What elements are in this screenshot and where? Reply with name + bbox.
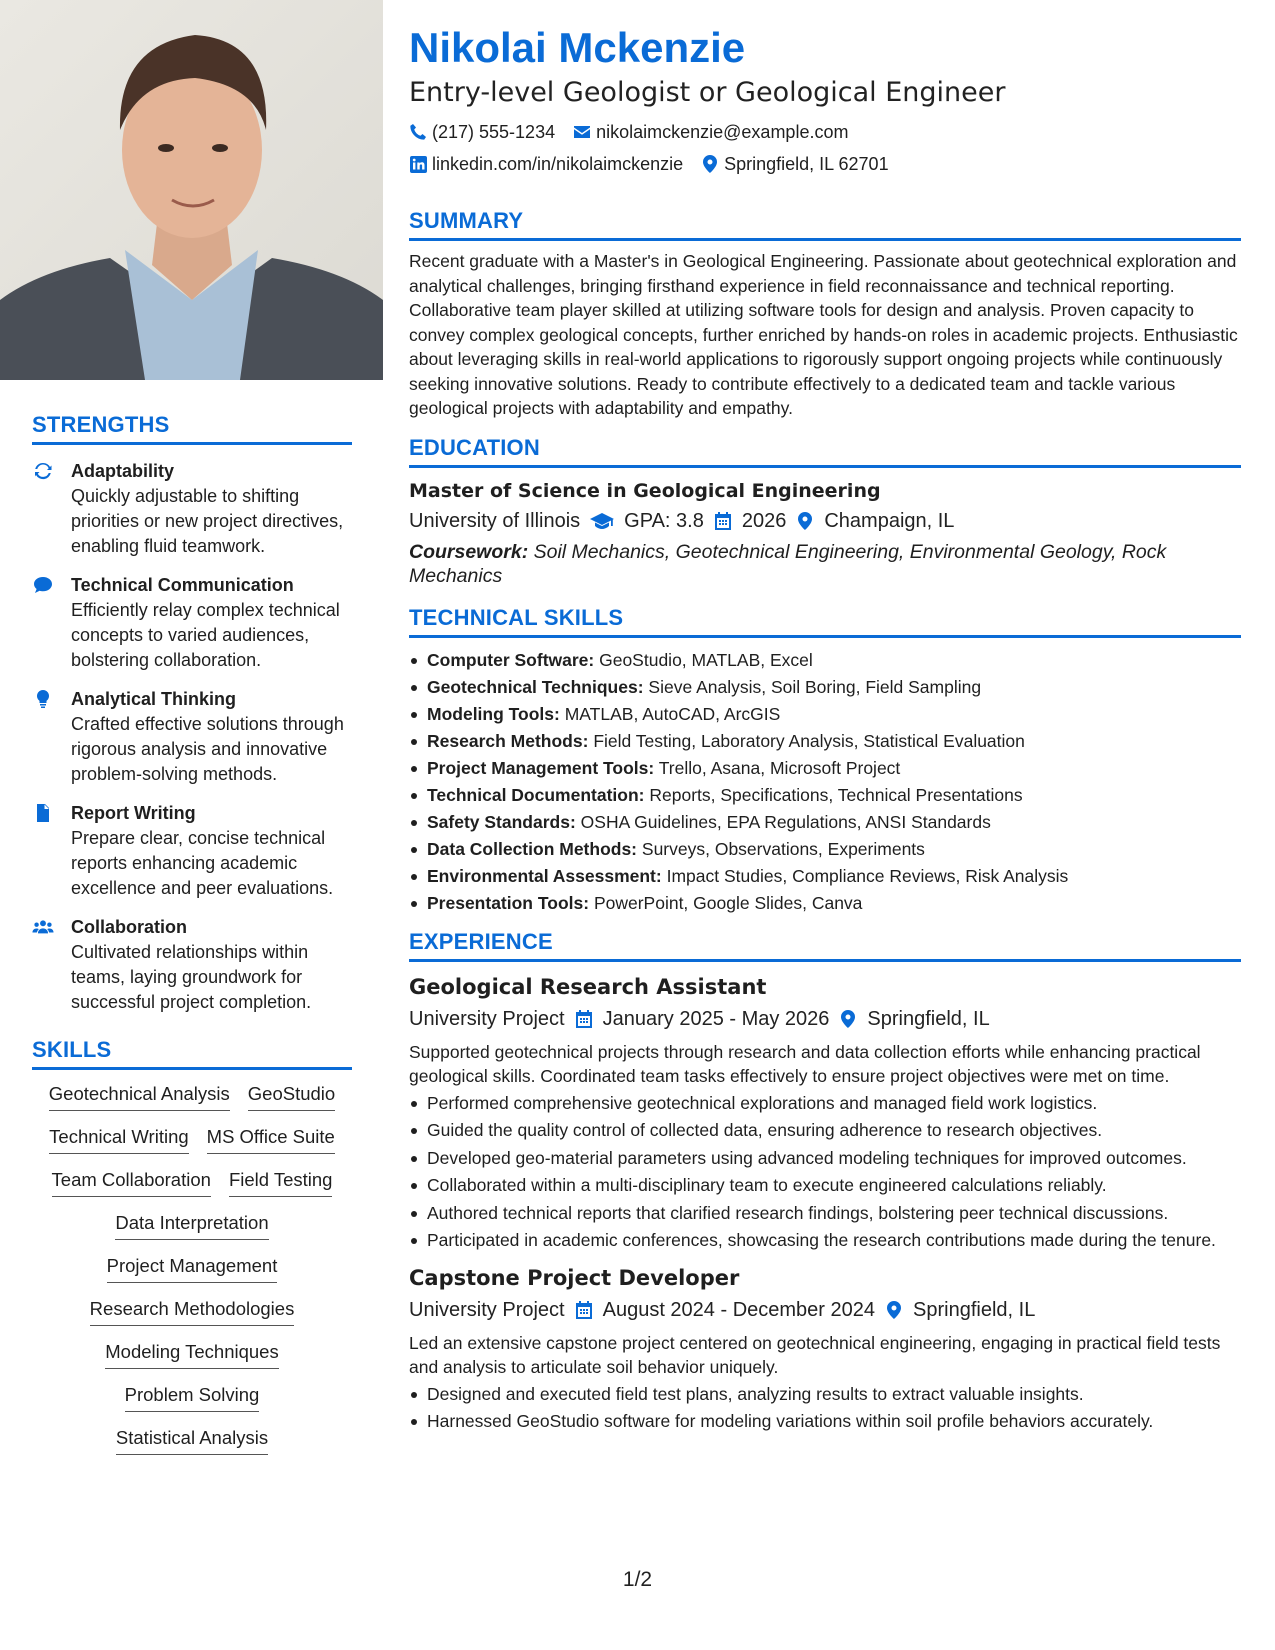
- skill-label: Technical Documentation:: [427, 784, 645, 805]
- strength-desc: Cultivated relationships within teams, laying groundwork for successful project completion.: [71, 942, 312, 1012]
- skill-row: [32, 1211, 352, 1240]
- contact-line: [409, 116, 1241, 148]
- list-item: Authored technical reports that clarified research findings, bolstering peer technical discussions.: [409, 1201, 1241, 1226]
- skill-value: PowerPoint, Google Slides, Canva: [593, 892, 863, 913]
- job-org: University Project: [409, 1007, 565, 1030]
- profile-photo: [0, 0, 383, 380]
- degree-title: Master of Science in Geological Engineering: [409, 479, 881, 502]
- skill-value: Impact Studies, Compliance Reviews, Risk Analysis: [666, 865, 1069, 886]
- skill-chip: Statistical Analysis: [116, 1426, 268, 1455]
- sync-icon: [32, 460, 54, 482]
- job-dates: August 2024 - December 2024: [602, 1298, 876, 1321]
- skill-chip: Problem Solving: [125, 1383, 260, 1412]
- page-number: 1/2: [622, 1568, 653, 1591]
- strength-desc: Quickly adjustable to shifting priorities or new project directives, enabling fluid teamwork.: [71, 486, 344, 556]
- job-entry: [409, 972, 1241, 1253]
- list-item: [409, 890, 1241, 917]
- list-item: [409, 728, 1241, 755]
- year-item: [714, 506, 787, 536]
- contact-line: [409, 148, 1241, 180]
- skill-row: [32, 1426, 352, 1455]
- experience-heading: EXPERIENCE: [409, 929, 1241, 962]
- skill-row: [32, 1383, 352, 1412]
- skill-label: Project Management Tools:: [427, 757, 655, 778]
- edu-location-text: Champaign, IL: [824, 509, 955, 532]
- job-title: Capstone Project Developer: [409, 1265, 740, 1290]
- skill-chip: Research Methodologies: [90, 1297, 295, 1326]
- email-contact[interactable]: [573, 116, 848, 148]
- job-bullets: [409, 1382, 1241, 1434]
- skill-label: Data Collection Methods:: [427, 838, 638, 859]
- list-item: [409, 782, 1241, 809]
- job-location-item: [839, 1004, 989, 1034]
- skill-value: Field Testing, Laboratory Analysis, Statistical Evaluation: [593, 730, 1025, 751]
- skill-value: Reports, Specifications, Technical Presentations: [649, 784, 1023, 805]
- strength-item: [32, 573, 352, 673]
- map-pin-icon: [796, 512, 814, 530]
- skill-value: MATLAB, AutoCAD, ArcGIS: [564, 703, 781, 724]
- strength-desc: Efficiently relay complex technical concepts to varied audiences, bolstering collaboration.: [71, 600, 340, 670]
- job-dates-item: [575, 1295, 875, 1325]
- education-section: [409, 435, 1241, 589]
- strength-item: [32, 687, 352, 787]
- skill-label: Research Methods:: [427, 730, 589, 751]
- skill-chip: Technical Writing: [49, 1125, 189, 1154]
- skill-label: Modeling Tools:: [427, 703, 560, 724]
- skill-row: [32, 1254, 352, 1283]
- location-text: Springfield, IL 62701: [724, 154, 889, 174]
- map-pin-icon: [839, 1010, 857, 1028]
- lightbulb-icon: [32, 688, 54, 710]
- list-item: [409, 836, 1241, 863]
- skill-chip: GeoStudio: [248, 1082, 335, 1111]
- document-icon: [32, 802, 54, 824]
- phone-contact[interactable]: [409, 116, 555, 148]
- left-column: [0, 0, 383, 1650]
- skill-label: Computer Software:: [427, 649, 595, 670]
- strength-name: Technical Communication: [71, 575, 294, 595]
- email-text: nikolaimckenzie@example.com: [596, 122, 849, 142]
- skill-chip: Field Testing: [229, 1168, 333, 1197]
- gpa-text: GPA: 3.8: [624, 509, 704, 532]
- skill-chip: Team Collaboration: [52, 1168, 211, 1197]
- skill-value: Surveys, Observations, Experiments: [641, 838, 925, 859]
- job-location-item: [885, 1295, 1035, 1325]
- skill-label: Presentation Tools:: [427, 892, 590, 913]
- job-location: Springfield, IL: [867, 1007, 990, 1030]
- skill-label: Environmental Assessment:: [427, 865, 662, 886]
- coursework-list: Soil Mechanics, Geotechnical Engineering, Environmental Geology, Rock Mechanics: [409, 540, 1167, 587]
- skill-row: [32, 1168, 352, 1197]
- location-contact: [701, 148, 888, 180]
- summary-section: [409, 208, 1241, 421]
- strength-desc: Crafted effective solutions through rigorous analysis and innovative problem-solving methods.: [71, 714, 344, 784]
- phone-icon: [409, 123, 427, 141]
- strength-desc: Prepare clear, concise technical reports enhancing academic excellence and peer evaluations.: [71, 828, 334, 898]
- strength-item: [32, 459, 352, 559]
- phone-text: (217) 555-1234: [432, 122, 556, 142]
- list-item: Harnessed GeoStudio software for modeling variations within soil profile behaviors accurately.: [409, 1409, 1241, 1434]
- linkedin-icon: [409, 155, 427, 173]
- strength-name: Collaboration: [71, 917, 187, 937]
- list-item: Developed geo-material parameters using advanced modeling techniques for improved outcomes.: [409, 1146, 1241, 1171]
- candidate-name: Nikolai Mckenzie: [409, 24, 746, 71]
- school-name: University of Illinois: [409, 509, 581, 532]
- summary-text: Recent graduate with a Master's in Geological Engineering. Passionate about geotechnical exploration and analytical challenges, bringing firsthand experience in field reconnaissance and technical reporting. Collaborative team player skilled at utilizing software tools for design and analysis. Proven capacity to convey complex geological concepts, further enriched by hands-on roles in academic projects. Enthusiastic about leveraging skills in real-world applications to rigorously support ongoing projects while continuously seeking innovative solutions. Ready to contribute effectively to a dedicated team and tackle various geological projects with adaptability and empathy.: [409, 251, 1238, 418]
- map-pin-icon: [885, 1301, 903, 1319]
- skill-chip: Project Management: [107, 1254, 278, 1283]
- skill-row: [32, 1125, 352, 1154]
- map-pin-icon: [701, 155, 719, 173]
- job-description: Supported geotechnical projects through research and data collection efforts while enhancing practical geological skills. Coordinated team tasks effectively to ensure project objectives were met on time.: [409, 1041, 1201, 1086]
- skill-value: Sieve Analysis, Soil Boring, Field Sampling: [648, 676, 982, 697]
- list-item: Guided the quality control of collected data, ensuring adherence to research objectives.: [409, 1118, 1241, 1143]
- job-title: Geological Research Assistant: [409, 974, 767, 999]
- strength-item: [32, 915, 352, 1015]
- skill-chip: Geotechnical Analysis: [49, 1082, 230, 1111]
- chat-bubble-icon: [32, 574, 54, 596]
- users-icon: [32, 916, 54, 938]
- strengths-heading: STRENGTHS: [32, 412, 352, 445]
- skill-chip: Modeling Techniques: [105, 1340, 278, 1369]
- list-item: [409, 755, 1241, 782]
- skill-value: GeoStudio, MATLAB, Excel: [599, 649, 813, 670]
- calendar-icon: [575, 1301, 593, 1319]
- list-item: Performed comprehensive geotechnical explorations and managed field work logistics.: [409, 1091, 1241, 1116]
- skills-list: [32, 1082, 352, 1455]
- strength-item: [32, 801, 352, 901]
- skill-row: [32, 1082, 352, 1111]
- candidate-role: Entry-level Geologist or Geological Engineer: [409, 77, 1006, 108]
- skill-row: [32, 1297, 352, 1326]
- education-meta: [409, 506, 1241, 536]
- list-item: Collaborated within a multi-disciplinary team to execute engineered calculations reliably.: [409, 1173, 1241, 1198]
- left-sections: [32, 412, 352, 1455]
- experience-section: [409, 929, 1241, 1434]
- job-dates: January 2025 - May 2026: [602, 1007, 830, 1030]
- list-item: [409, 701, 1241, 728]
- job-location: Springfield, IL: [913, 1298, 1036, 1321]
- job-entry: [409, 1263, 1241, 1434]
- graduation-cap-icon: [590, 512, 614, 530]
- edu-location-item: [796, 506, 954, 536]
- technical-skills-list: [409, 647, 1241, 917]
- coursework-label: Coursework:: [409, 540, 529, 563]
- list-item: [409, 809, 1241, 836]
- strength-name: Report Writing: [71, 803, 196, 823]
- job-bullets: [409, 1091, 1241, 1253]
- skill-row: [32, 1340, 352, 1369]
- year-text: 2026: [741, 509, 787, 532]
- job-description: Led an extensive capstone project centered on geotechnical engineering, engaging in practical field tests and analysis to articulate soil behavior uniquely.: [409, 1332, 1221, 1377]
- skill-value: OSHA Guidelines, EPA Regulations, ANSI Standards: [580, 811, 991, 832]
- job-org: University Project: [409, 1298, 565, 1321]
- gpa-item: [590, 506, 704, 536]
- skill-value: Trello, Asana, Microsoft Project: [658, 757, 901, 778]
- calendar-icon: [575, 1010, 593, 1028]
- summary-heading: SUMMARY: [409, 208, 1241, 241]
- strength-name: Analytical Thinking: [71, 689, 237, 709]
- right-column: [409, 22, 1241, 1437]
- job-meta: [409, 1295, 1241, 1325]
- list-item: Designed and executed field test plans, analyzing results to extract valuable insights.: [409, 1382, 1241, 1407]
- linkedin-contact[interactable]: [409, 148, 683, 180]
- list-item: Participated in academic conferences, showcasing the research contributions made during the tenure.: [409, 1228, 1241, 1253]
- contact-info: [409, 116, 1241, 180]
- list-item: [409, 863, 1241, 890]
- skill-chip: MS Office Suite: [207, 1125, 335, 1154]
- linkedin-text: linkedin.com/in/nikolaimckenzie: [432, 154, 684, 174]
- technical-skills-section: [409, 605, 1241, 917]
- calendar-icon: [714, 512, 732, 530]
- technical-skills-heading: TECHNICAL SKILLS: [409, 605, 1241, 638]
- skill-label: Safety Standards:: [427, 811, 576, 832]
- strength-name: Adaptability: [71, 461, 175, 481]
- job-meta: [409, 1004, 1241, 1034]
- list-item: [409, 674, 1241, 701]
- skills-heading: SKILLS: [32, 1037, 352, 1070]
- skill-chip: Data Interpretation: [115, 1211, 268, 1240]
- skill-label: Geotechnical Techniques:: [427, 676, 644, 697]
- job-dates-item: [575, 1004, 830, 1034]
- email-icon: [573, 123, 591, 141]
- list-item: [409, 647, 1241, 674]
- education-heading: EDUCATION: [409, 435, 1241, 468]
- coursework: [409, 540, 1241, 589]
